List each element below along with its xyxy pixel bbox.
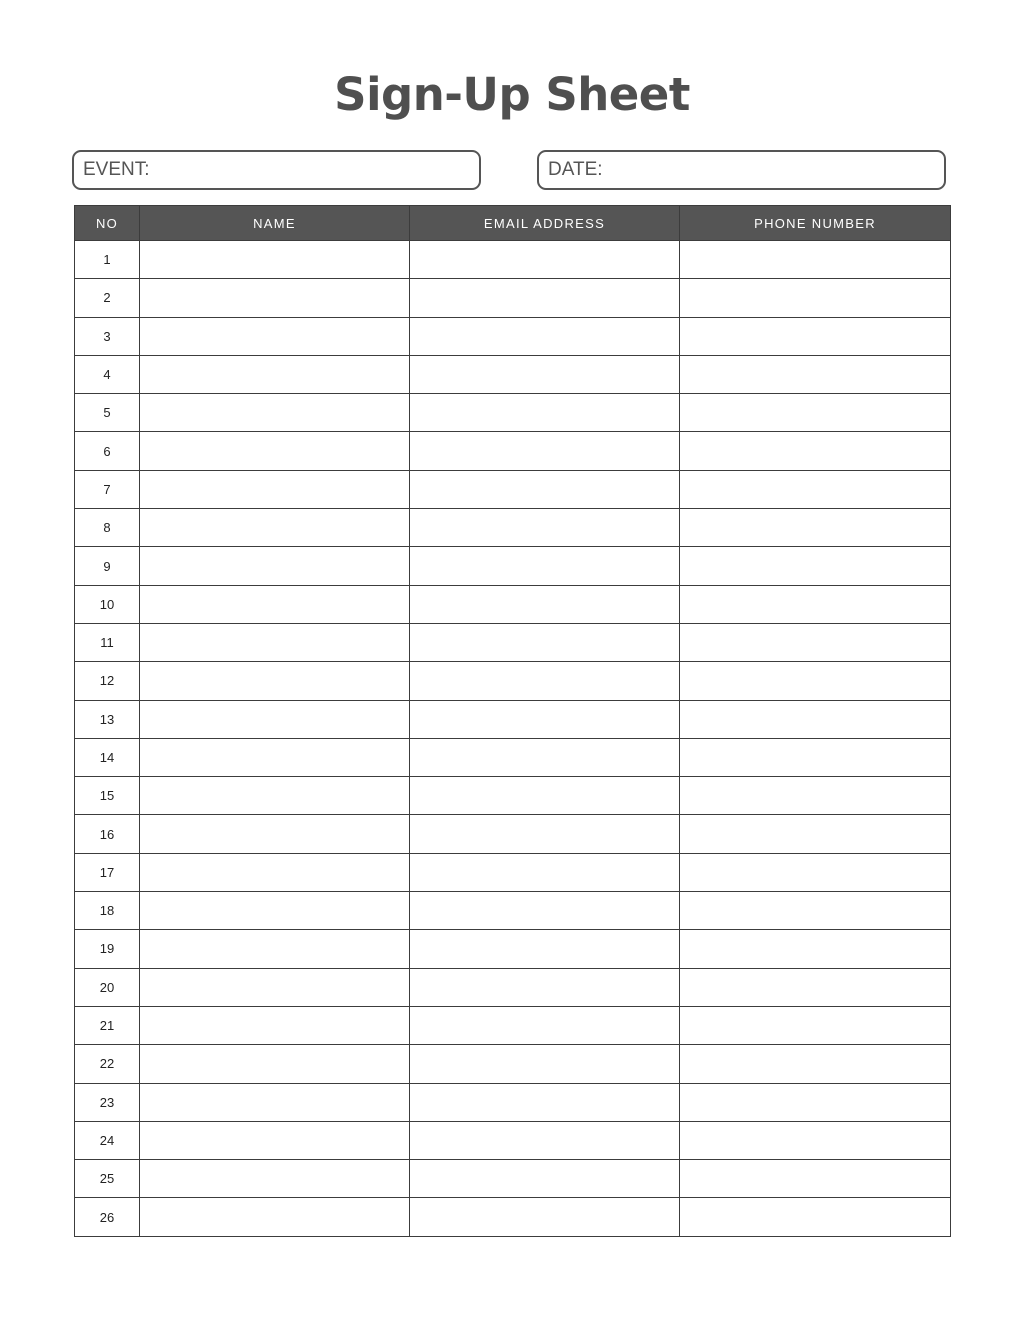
event-field-label: EVENT: bbox=[83, 159, 150, 180]
page-title: Sign-Up Sheet bbox=[334, 68, 690, 121]
email-cell[interactable] bbox=[410, 930, 680, 968]
phone-cell[interactable] bbox=[680, 700, 951, 738]
name-cell[interactable] bbox=[140, 547, 410, 585]
email-cell[interactable] bbox=[410, 700, 680, 738]
row-number: 26 bbox=[75, 1198, 140, 1236]
phone-cell[interactable] bbox=[680, 1160, 951, 1198]
phone-cell[interactable] bbox=[680, 1121, 951, 1159]
name-cell[interactable] bbox=[140, 509, 410, 547]
column-header-name: NAME bbox=[140, 206, 410, 241]
email-cell[interactable] bbox=[410, 623, 680, 661]
row-number: 19 bbox=[75, 930, 140, 968]
row-number: 16 bbox=[75, 815, 140, 853]
column-header-no: NO bbox=[75, 206, 140, 241]
row-number: 7 bbox=[75, 470, 140, 508]
row-number: 21 bbox=[75, 1006, 140, 1044]
table-row bbox=[75, 892, 951, 930]
table-row bbox=[75, 738, 951, 776]
table-row bbox=[75, 509, 951, 547]
phone-cell[interactable] bbox=[680, 241, 951, 279]
name-cell[interactable] bbox=[140, 585, 410, 623]
email-cell[interactable] bbox=[410, 279, 680, 317]
name-cell[interactable] bbox=[140, 394, 410, 432]
table-row bbox=[75, 1006, 951, 1044]
name-cell[interactable] bbox=[140, 892, 410, 930]
table-row bbox=[75, 662, 951, 700]
email-cell[interactable] bbox=[410, 1121, 680, 1159]
email-cell[interactable] bbox=[410, 1160, 680, 1198]
table-row bbox=[75, 241, 951, 279]
email-cell[interactable] bbox=[410, 1045, 680, 1083]
table-row bbox=[75, 470, 951, 508]
email-cell[interactable] bbox=[410, 853, 680, 891]
date-field[interactable] bbox=[537, 150, 946, 190]
phone-cell[interactable] bbox=[680, 968, 951, 1006]
row-number: 3 bbox=[75, 317, 140, 355]
phone-cell[interactable] bbox=[680, 930, 951, 968]
table-row bbox=[75, 930, 951, 968]
event-field[interactable] bbox=[72, 150, 481, 190]
row-number: 6 bbox=[75, 432, 140, 470]
phone-cell[interactable] bbox=[680, 777, 951, 815]
phone-cell[interactable] bbox=[680, 355, 951, 393]
phone-cell[interactable] bbox=[680, 585, 951, 623]
row-number: 4 bbox=[75, 355, 140, 393]
table-row bbox=[75, 1083, 951, 1121]
name-cell[interactable] bbox=[140, 662, 410, 700]
phone-cell[interactable] bbox=[680, 815, 951, 853]
name-cell[interactable] bbox=[140, 623, 410, 661]
email-cell[interactable] bbox=[410, 1006, 680, 1044]
email-cell[interactable] bbox=[410, 355, 680, 393]
name-cell[interactable] bbox=[140, 432, 410, 470]
name-cell[interactable] bbox=[140, 1045, 410, 1083]
table-row bbox=[75, 1160, 951, 1198]
phone-cell[interactable] bbox=[680, 892, 951, 930]
phone-cell[interactable] bbox=[680, 509, 951, 547]
email-cell[interactable] bbox=[410, 968, 680, 1006]
name-cell[interactable] bbox=[140, 1006, 410, 1044]
phone-cell[interactable] bbox=[680, 547, 951, 585]
name-cell[interactable] bbox=[140, 1083, 410, 1121]
phone-cell[interactable] bbox=[680, 394, 951, 432]
phone-cell[interactable] bbox=[680, 853, 951, 891]
name-cell[interactable] bbox=[140, 968, 410, 1006]
table-row bbox=[75, 1045, 951, 1083]
name-cell[interactable] bbox=[140, 1198, 410, 1236]
table-row bbox=[75, 547, 951, 585]
row-number: 24 bbox=[75, 1121, 140, 1159]
name-cell[interactable] bbox=[140, 930, 410, 968]
email-cell[interactable] bbox=[410, 815, 680, 853]
row-number: 14 bbox=[75, 738, 140, 776]
phone-cell[interactable] bbox=[680, 1006, 951, 1044]
email-cell[interactable] bbox=[410, 892, 680, 930]
row-number: 17 bbox=[75, 853, 140, 891]
row-number: 20 bbox=[75, 968, 140, 1006]
table-row bbox=[75, 394, 951, 432]
email-cell[interactable] bbox=[410, 394, 680, 432]
table-header-row bbox=[75, 206, 951, 241]
phone-cell[interactable] bbox=[680, 470, 951, 508]
phone-cell[interactable] bbox=[680, 1045, 951, 1083]
name-cell[interactable] bbox=[140, 700, 410, 738]
phone-cell[interactable] bbox=[680, 662, 951, 700]
column-header-email: EMAIL ADDRESS bbox=[410, 206, 680, 241]
email-cell[interactable] bbox=[410, 1198, 680, 1236]
row-number: 12 bbox=[75, 662, 140, 700]
row-number: 8 bbox=[75, 509, 140, 547]
row-number: 10 bbox=[75, 585, 140, 623]
email-cell[interactable] bbox=[410, 585, 680, 623]
table-body bbox=[75, 241, 951, 1237]
phone-cell[interactable] bbox=[680, 1083, 951, 1121]
row-number: 1 bbox=[75, 241, 140, 279]
phone-cell[interactable] bbox=[680, 623, 951, 661]
email-cell[interactable] bbox=[410, 470, 680, 508]
row-number: 2 bbox=[75, 279, 140, 317]
name-cell[interactable] bbox=[140, 1160, 410, 1198]
email-cell[interactable] bbox=[410, 432, 680, 470]
date-field-label: DATE: bbox=[548, 159, 603, 180]
row-number: 22 bbox=[75, 1045, 140, 1083]
email-cell[interactable] bbox=[410, 317, 680, 355]
table-row bbox=[75, 968, 951, 1006]
table-row bbox=[75, 700, 951, 738]
name-cell[interactable] bbox=[140, 815, 410, 853]
name-cell[interactable] bbox=[140, 317, 410, 355]
name-cell[interactable] bbox=[140, 355, 410, 393]
name-cell[interactable] bbox=[140, 470, 410, 508]
table-row bbox=[75, 1198, 951, 1236]
name-cell[interactable] bbox=[140, 738, 410, 776]
table-row bbox=[75, 853, 951, 891]
name-cell[interactable] bbox=[140, 853, 410, 891]
phone-cell[interactable] bbox=[680, 432, 951, 470]
email-cell[interactable] bbox=[410, 509, 680, 547]
row-number: 13 bbox=[75, 700, 140, 738]
table-row bbox=[75, 623, 951, 661]
phone-cell[interactable] bbox=[680, 738, 951, 776]
phone-cell[interactable] bbox=[680, 317, 951, 355]
email-cell[interactable] bbox=[410, 738, 680, 776]
phone-cell[interactable] bbox=[680, 1198, 951, 1236]
email-cell[interactable] bbox=[410, 547, 680, 585]
email-cell[interactable] bbox=[410, 662, 680, 700]
email-cell[interactable] bbox=[410, 777, 680, 815]
table-row bbox=[75, 355, 951, 393]
table-row bbox=[75, 1121, 951, 1159]
row-number: 11 bbox=[75, 623, 140, 661]
name-cell[interactable] bbox=[140, 279, 410, 317]
email-cell[interactable] bbox=[410, 1083, 680, 1121]
table-row bbox=[75, 815, 951, 853]
row-number: 25 bbox=[75, 1160, 140, 1198]
email-cell[interactable] bbox=[410, 241, 680, 279]
phone-cell[interactable] bbox=[680, 279, 951, 317]
table-row bbox=[75, 317, 951, 355]
sign-up-table bbox=[74, 205, 951, 1237]
row-number: 18 bbox=[75, 892, 140, 930]
name-cell[interactable] bbox=[140, 241, 410, 279]
name-cell[interactable] bbox=[140, 777, 410, 815]
table-row bbox=[75, 279, 951, 317]
row-number: 23 bbox=[75, 1083, 140, 1121]
row-number: 15 bbox=[75, 777, 140, 815]
table-row bbox=[75, 432, 951, 470]
name-cell[interactable] bbox=[140, 1121, 410, 1159]
row-number: 5 bbox=[75, 394, 140, 432]
row-number: 9 bbox=[75, 547, 140, 585]
column-header-phone: PHONE NUMBER bbox=[680, 206, 951, 241]
table-row bbox=[75, 777, 951, 815]
table-row bbox=[75, 585, 951, 623]
